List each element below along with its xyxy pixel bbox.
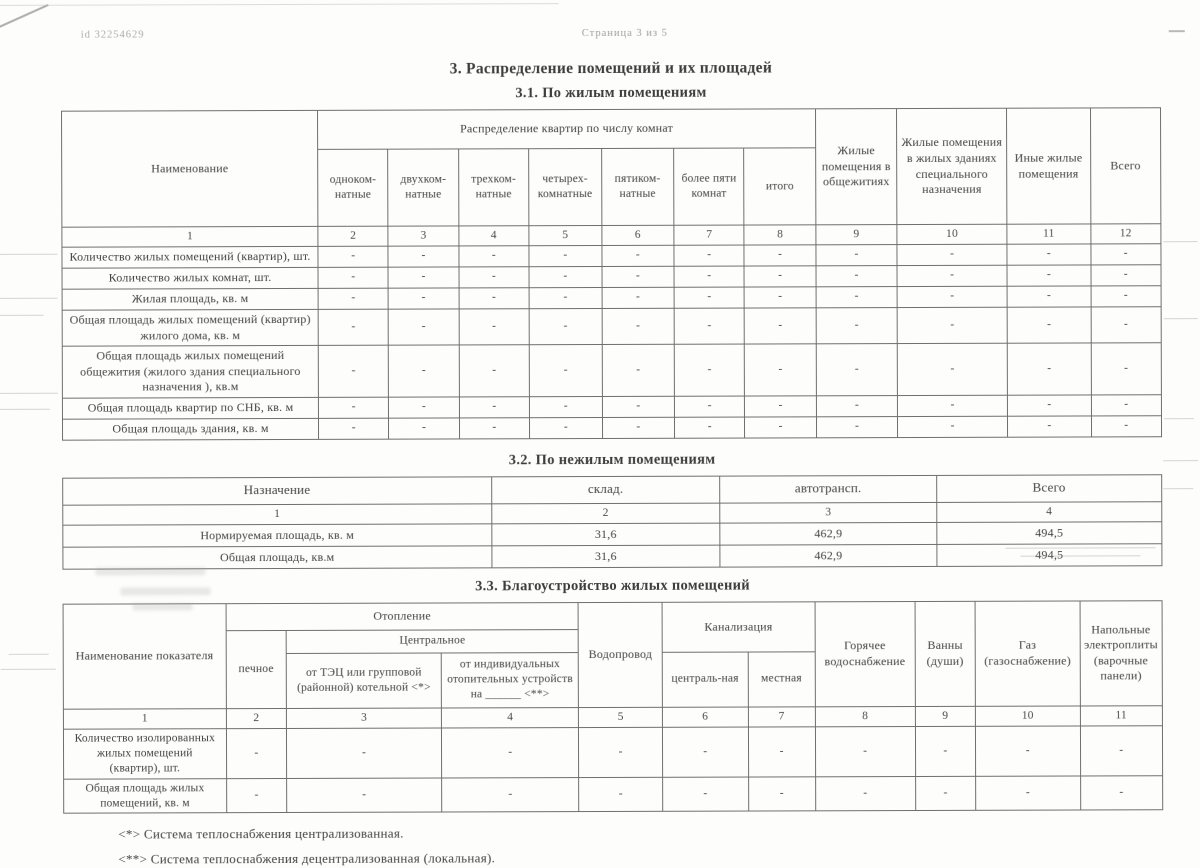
cell-value: - (816, 308, 897, 344)
cell-value: - (388, 288, 458, 309)
scan-dash-artifact (1169, 30, 1185, 32)
subsection-3-3-title: 3.3. Благоустройство жилых помещений (475, 577, 750, 595)
col-header-electric-stoves: Напольные электроплиты (варочные панели) (1080, 601, 1163, 706)
cell-value: - (662, 727, 748, 777)
cell-value: - (579, 727, 663, 777)
table-amenities (63, 600, 1164, 814)
col-header-four-room: четырех-комнатные (529, 148, 602, 225)
cell-value: - (579, 777, 663, 812)
table-nonresidential-premises (62, 474, 1162, 569)
column-number: 3 (286, 708, 441, 728)
cell-value: - (1091, 244, 1161, 265)
scan-streak (1164, 318, 1198, 319)
scan-smudge (95, 567, 205, 575)
cell-value: - (389, 345, 459, 397)
cell-value: - (319, 418, 389, 439)
col-header-more-than-five: более пяти комнат (674, 148, 745, 225)
document-id: id 32254629 (80, 29, 145, 41)
cell-value: - (389, 418, 459, 439)
cell-value: - (459, 288, 529, 309)
row-label: Общая площадь жилых помещений общежития (жилого здания специального назначения ), кв.м (62, 346, 318, 399)
column-number: 10 (975, 706, 1079, 726)
col-group-room-distribution: Распределение квартир по числу комнат (318, 109, 816, 150)
column-number: 5 (579, 707, 663, 727)
cell-value: - (318, 267, 388, 288)
column-number: 3 (388, 226, 458, 246)
cell-value: - (897, 244, 1007, 265)
cell-value: - (318, 246, 388, 267)
col-header-gas: Газ (газоснабжение) (975, 601, 1080, 706)
cell-value: - (287, 728, 442, 778)
col-header-indicator-name: Наименование показателя (63, 604, 226, 710)
cell-value: - (1091, 416, 1161, 437)
col-header-hot-water: Горячее водоснабжение (815, 601, 915, 706)
footnotes (118, 824, 1163, 868)
header-row (63, 475, 1162, 505)
cell-value: - (674, 245, 744, 266)
scan-corner-artifact (0, 4, 48, 29)
cell-value: - (816, 245, 897, 266)
cell-value: - (459, 418, 529, 439)
cell-value: - (976, 776, 1080, 811)
cell-value: - (388, 267, 458, 288)
cell-value: - (748, 776, 815, 811)
cell-value: - (226, 728, 287, 778)
row-label: Нормируемая площадь, кв. м (63, 524, 492, 547)
header-row (62, 108, 1161, 150)
table-residential-premises (61, 107, 1162, 440)
col-header-total: Всего (1090, 108, 1161, 224)
column-number: 2 (491, 503, 720, 524)
col-header-purpose: Назначение (63, 477, 492, 505)
column-number: 8 (815, 706, 915, 726)
column-number: 5 (529, 225, 602, 245)
cell-value: - (459, 309, 529, 345)
cell-value: - (744, 245, 815, 266)
section-title: 3. Распределение помещений и их площадей (449, 59, 773, 78)
header-row (63, 601, 1162, 631)
row-label: Количество изолированных жилых помещений (квартир), шт. (63, 728, 226, 778)
cell-value: - (816, 266, 897, 287)
cell-value: - (318, 288, 388, 309)
cell-value: - (745, 287, 816, 308)
column-number: 11 (1080, 706, 1163, 726)
cell-value: - (459, 345, 529, 397)
page-number: Страница 3 из 5 (581, 27, 668, 40)
col-header-total: Всего (936, 475, 1161, 503)
column-number: 2 (226, 708, 286, 728)
cell-value: - (1007, 265, 1091, 286)
cell-value: - (898, 416, 1008, 437)
column-number: 9 (915, 706, 975, 726)
cell-value: - (976, 726, 1081, 776)
table-row (62, 343, 1161, 398)
cell-value: - (318, 309, 388, 345)
column-number: 1 (62, 226, 318, 247)
scan-streak (0, 254, 57, 255)
cell-value: - (915, 776, 976, 811)
cell-value: - (1091, 265, 1161, 286)
cell-value: - (1091, 307, 1162, 343)
cell-value: - (602, 308, 675, 344)
cell-value: - (602, 245, 675, 266)
column-number: 8 (744, 225, 815, 245)
cell-value: - (529, 245, 602, 266)
col-header-baths: Ванны (души) (915, 601, 976, 706)
cell-value: 31,6 (491, 523, 720, 546)
column-number: 11 (1007, 224, 1091, 244)
footnote-centralized: <*> Система теплоснабжения централизованная. (118, 826, 404, 842)
row-label: Жилая площадь, кв. м (62, 288, 318, 310)
col-header-stove-heating: печное (226, 630, 287, 708)
scan-streak (1164, 418, 1194, 419)
cell-value: - (529, 345, 602, 397)
cell-value: 494,5 (936, 522, 1161, 545)
cell-value: - (675, 417, 745, 438)
cell-value: - (459, 267, 529, 288)
column-number: 4 (441, 707, 578, 727)
cell-value: - (897, 307, 1007, 344)
col-header-subtotal: итого (744, 148, 816, 225)
cell-value: - (441, 727, 579, 777)
cell-value: - (745, 396, 816, 417)
cell-value: 462,9 (720, 544, 937, 567)
col-header-special-buildings: Жилые помещения в жилых зданиях специального назначения (897, 108, 1007, 224)
cell-value: - (1080, 726, 1163, 776)
row-label: Общая площадь жилых помещений, кв. м (64, 778, 227, 813)
column-number: 4 (936, 502, 1161, 523)
col-header-one-room: одноком-натные (318, 149, 389, 226)
col-header-three-room: трехком-натные (458, 149, 529, 226)
table-row (62, 416, 1161, 440)
col-header-name: Наименование (62, 110, 318, 227)
cell-value: - (815, 776, 915, 811)
column-number: 6 (601, 225, 674, 245)
cell-value: - (745, 308, 817, 344)
scan-streak (1163, 488, 1193, 489)
col-header-autotransport: автотрансп. (720, 475, 937, 503)
cell-value: - (602, 344, 675, 396)
col-header-dormitory: Жилые помещения в общежитиях (815, 109, 897, 225)
table-body (63, 726, 1162, 814)
scan-smudge (133, 603, 193, 610)
cell-value: - (602, 396, 675, 417)
col-header-five-room: пятиком-натные (601, 148, 674, 225)
row-label: Общая площадь здания, кв. м (62, 418, 318, 440)
cell-value: - (674, 308, 744, 344)
cell-value: - (529, 266, 602, 287)
cell-value: - (675, 396, 745, 417)
cell-value: - (389, 397, 459, 418)
col-header-local-sewer: местная (748, 652, 815, 707)
cell-value: - (915, 726, 976, 776)
cell-value: 494,5 (937, 544, 1162, 567)
cell-value: - (815, 726, 915, 776)
table-row (63, 544, 1162, 569)
scan-streak (9, 654, 49, 655)
col-header-two-room: двухком-натные (388, 149, 459, 226)
table-row (62, 307, 1161, 347)
cell-value: - (816, 416, 897, 437)
column-number: 9 (816, 225, 897, 245)
cell-value: - (748, 727, 815, 777)
scan-streak (1163, 460, 1198, 461)
column-number: 6 (662, 707, 748, 727)
document-content (61, 0, 1164, 868)
cell-value: - (816, 344, 897, 396)
cell-value: - (745, 344, 817, 396)
subsection-3-2-title: 3.2. По нежилым помещениям (508, 451, 716, 469)
col-group-heating: Отопление (226, 602, 579, 630)
cell-value: - (602, 266, 675, 287)
scan-streak (0, 315, 44, 316)
cell-value: 462,9 (720, 522, 937, 545)
scan-smudge (121, 587, 211, 595)
cell-value: - (318, 397, 388, 418)
cell-value: - (529, 308, 602, 344)
row-label: Количество жилых помещений (квартир), шт. (62, 246, 318, 268)
table-body (62, 244, 1162, 440)
cell-value: - (389, 309, 459, 345)
cell-value: - (529, 287, 602, 308)
cell-value: - (897, 343, 1007, 395)
cell-value: - (318, 345, 388, 397)
cell-value: - (459, 397, 529, 418)
cell-value: - (897, 265, 1007, 286)
scan-streak (0, 393, 58, 394)
scan-streak (0, 298, 58, 299)
col-header-individual-devices: от индивидуальных отопительных устройств на ______ <**> (441, 652, 579, 707)
column-number: 7 (748, 707, 815, 727)
row-label: Общая площадь, кв.м (63, 546, 492, 569)
cell-value: - (602, 287, 675, 308)
scan-streak (0, 409, 50, 410)
cell-value: - (897, 286, 1007, 307)
column-number: 10 (897, 224, 1007, 244)
cell-value: - (1007, 307, 1091, 343)
cell-value: - (388, 246, 458, 267)
column-number: 12 (1090, 224, 1160, 244)
scan-streak (1, 669, 56, 670)
row-label: Общая площадь жилых помещений (квартир) жилого дома, кв. м (62, 309, 318, 346)
cell-value: - (459, 246, 529, 267)
column-number: 2 (318, 226, 388, 246)
cell-value: - (1007, 244, 1091, 265)
cell-value: - (1091, 395, 1161, 416)
cell-value: 31,6 (491, 545, 720, 568)
cell-value: - (602, 417, 675, 438)
cell-value: - (898, 395, 1008, 416)
column-number: 1 (63, 504, 492, 525)
col-header-other-residential: Иные жилые помещения (1007, 108, 1091, 224)
cell-value: - (816, 395, 897, 416)
cell-value: - (530, 417, 603, 438)
cell-value: - (226, 778, 287, 813)
cell-value: - (674, 287, 744, 308)
col-header-central-sewer: централь-ная (662, 652, 748, 707)
cell-value: - (745, 417, 816, 438)
col-group-central-heating: Центральное (286, 629, 578, 653)
cell-value: - (442, 777, 579, 812)
column-number: 3 (720, 502, 937, 523)
cell-value: - (674, 344, 744, 396)
row-label: Количество жилых комнат, шт. (62, 267, 318, 289)
cell-value: - (529, 396, 602, 417)
column-number: 4 (459, 226, 529, 246)
cell-value: - (1007, 286, 1091, 307)
scan-streak (1163, 241, 1197, 242)
cell-value: - (816, 287, 897, 308)
subsection-3-1-title: 3.1. По жилым помещениям (515, 84, 707, 102)
col-group-sewerage: Канализация (662, 602, 815, 652)
cell-value: - (1091, 286, 1161, 307)
cell-value: - (1007, 343, 1091, 395)
cell-value: - (287, 778, 442, 813)
column-number: 1 (63, 709, 226, 729)
table-row (64, 775, 1163, 813)
col-header-chp-boiler: от ТЭЦ или групповой (районной) котельной <*> (286, 653, 441, 708)
footnote-decentralized: <**> Система теплоснабжения децентрализованная (локальная). (118, 850, 496, 867)
cell-value: - (1007, 395, 1091, 416)
cell-value: - (1008, 416, 1092, 437)
row-label: Общая площадь квартир по СНБ, кв. м (62, 397, 318, 419)
cell-value: - (1091, 343, 1162, 395)
cell-value: - (1080, 775, 1163, 810)
table-row (63, 726, 1162, 779)
cell-value: - (744, 266, 815, 287)
cell-value: - (674, 266, 744, 287)
column-number: 7 (674, 225, 744, 245)
col-header-warehouse: склад. (491, 476, 720, 504)
col-header-water-supply: Водопровод (578, 602, 662, 707)
table-body (63, 522, 1162, 569)
cell-value: - (663, 777, 749, 812)
